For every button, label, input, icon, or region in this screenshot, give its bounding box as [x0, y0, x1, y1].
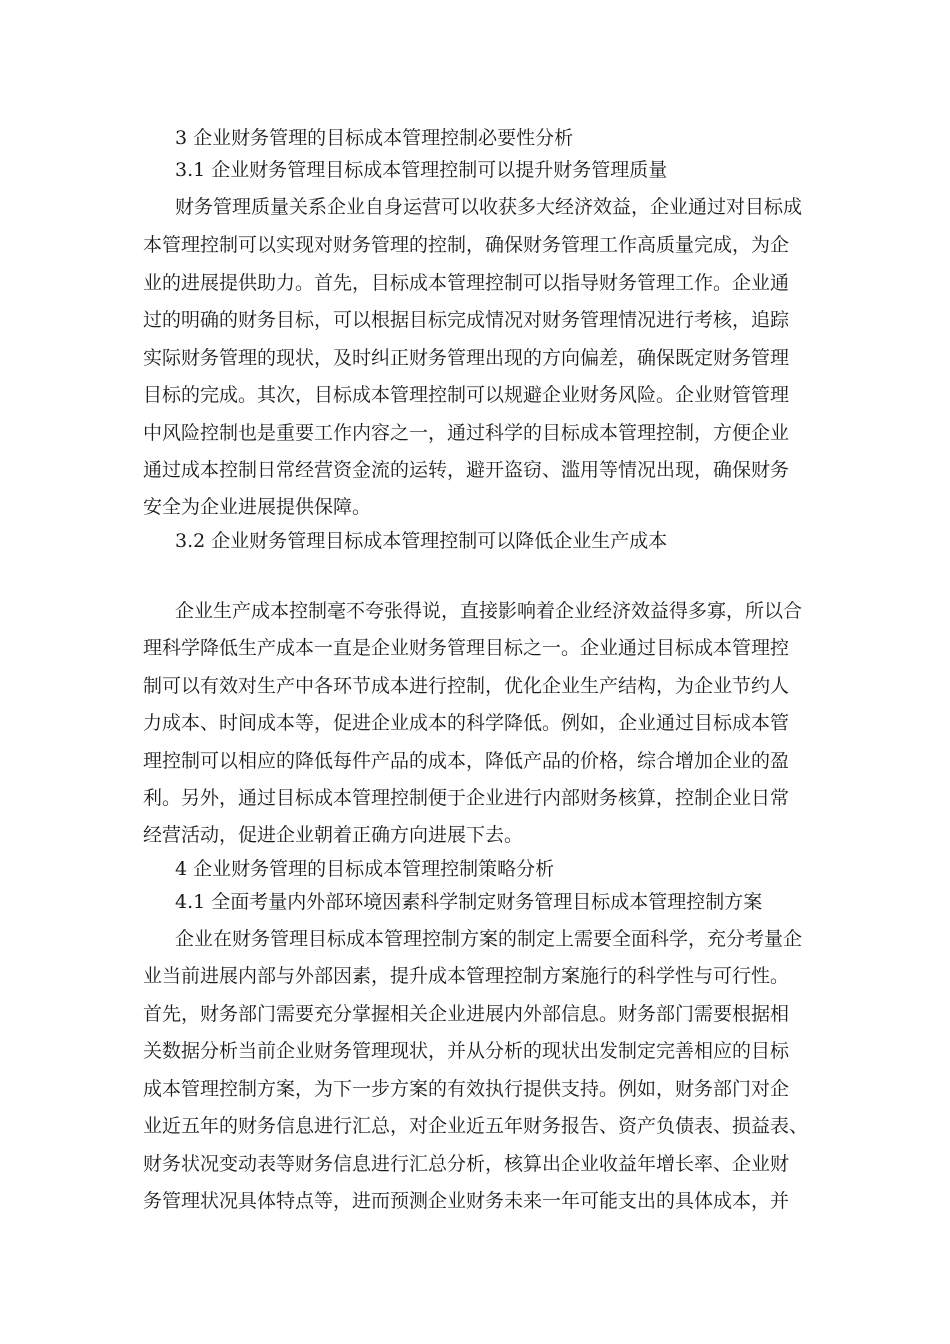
- paragraph-line: 财务管理质量关系企业自身运营可以收获多大经济效益，企业通过对目标成: [175, 196, 803, 218]
- paragraph-line: 通过成本控制日常经营资金流的运转，避开盗窃、滥用等情况出现，确保财务: [143, 459, 790, 481]
- paragraph-line: 中风险控制也是重要工作内容之一，通过科学的目标成本管理控制，方便企业: [143, 422, 790, 444]
- paragraph-line: 经营活动，促进企业朝着正确方向进展下去。: [143, 824, 524, 846]
- paragraph-line: 过的明确的财务目标，可以根据目标完成情况对财务管理情况进行考核，追踪: [143, 309, 790, 331]
- paragraph-line: 业当前进展内部与外部因素，提升成本管理控制方案施行的科学性与可行性。: [143, 965, 790, 987]
- section-3-2-heading: 3.2 企业财务管理目标成本管理控制可以降低企业生产成本: [175, 530, 668, 552]
- section-3-heading: 3 企业财务管理的目标成本管理控制必要性分析: [175, 127, 574, 149]
- paragraph-line: 首先，财务部门需要充分掌握相关企业进展内外部信息。财务部门需要根据相: [143, 1003, 790, 1025]
- paragraph-line: 安全为企业进展提供保障。: [143, 496, 372, 518]
- paragraph-line: 企业生产成本控制毫不夸张得说，直接影响着企业经济效益得多寡，所以合: [175, 600, 803, 622]
- paragraph-line: 利。另外，通过目标成本管理控制便于企业进行内部财务核算，控制企业日常: [143, 787, 790, 809]
- paragraph-line: 关数据分析当前企业财务管理现状，并从分析的现状出发制定完善相应的目标: [143, 1040, 790, 1062]
- section-4-heading: 4 企业财务管理的目标成本管理控制策略分析: [175, 858, 555, 880]
- paragraph-line: 理科学降低生产成本一直是企业财务管理目标之一。企业通过目标成本管理控: [143, 637, 790, 659]
- paragraph-line: 业的进展提供助力。首先，目标成本管理控制可以指导财务管理工作。企业通: [143, 272, 790, 294]
- paragraph-line: 务管理状况具体特点等，进而预测企业财务未来一年可能支出的具体成本，并: [143, 1190, 790, 1212]
- paragraph-line: 业近五年的财务信息进行汇总，对企业近五年财务报告、资产负债表、损益表、: [143, 1115, 809, 1137]
- section-3-1-heading: 3.1 企业财务管理目标成本管理控制可以提升财务管理质量: [175, 159, 668, 181]
- paragraph-line: 财务状况变动表等财务信息进行汇总分析，核算出企业收益年增长率、企业财: [143, 1153, 790, 1175]
- paragraph-line: 本管理控制可以实现对财务管理的控制，确保财务管理工作高质量完成，为企: [143, 234, 790, 256]
- paragraph-line: 制可以有效对生产中各环节成本进行控制，优化企业生产结构，为企业节约人: [143, 675, 790, 697]
- section-4-1-heading: 4.1 全面考量内外部环境因素科学制定财务管理目标成本管理控制方案: [175, 891, 763, 913]
- paragraph-line: 力成本、时间成本等，促进企业成本的科学降低。例如，企业通过目标成本管: [143, 712, 790, 734]
- paragraph-line: 实际财务管理的现状，及时纠正财务管理出现的方向偏差，确保既定财务管理: [143, 347, 790, 369]
- paragraph-line: 理控制可以相应的降低每件产品的成本，降低产品的价格，综合增加企业的盈: [143, 750, 790, 772]
- paragraph-line: 成本管理控制方案，为下一步方案的有效执行提供支持。例如，财务部门对企: [143, 1078, 790, 1100]
- paragraph-line: 目标的完成。其次，目标成本管理控制可以规避企业财务风险。企业财管管理: [143, 384, 790, 406]
- paragraph-line: 企业在财务管理目标成本管理控制方案的制定上需要全面科学，充分考量企: [175, 928, 803, 950]
